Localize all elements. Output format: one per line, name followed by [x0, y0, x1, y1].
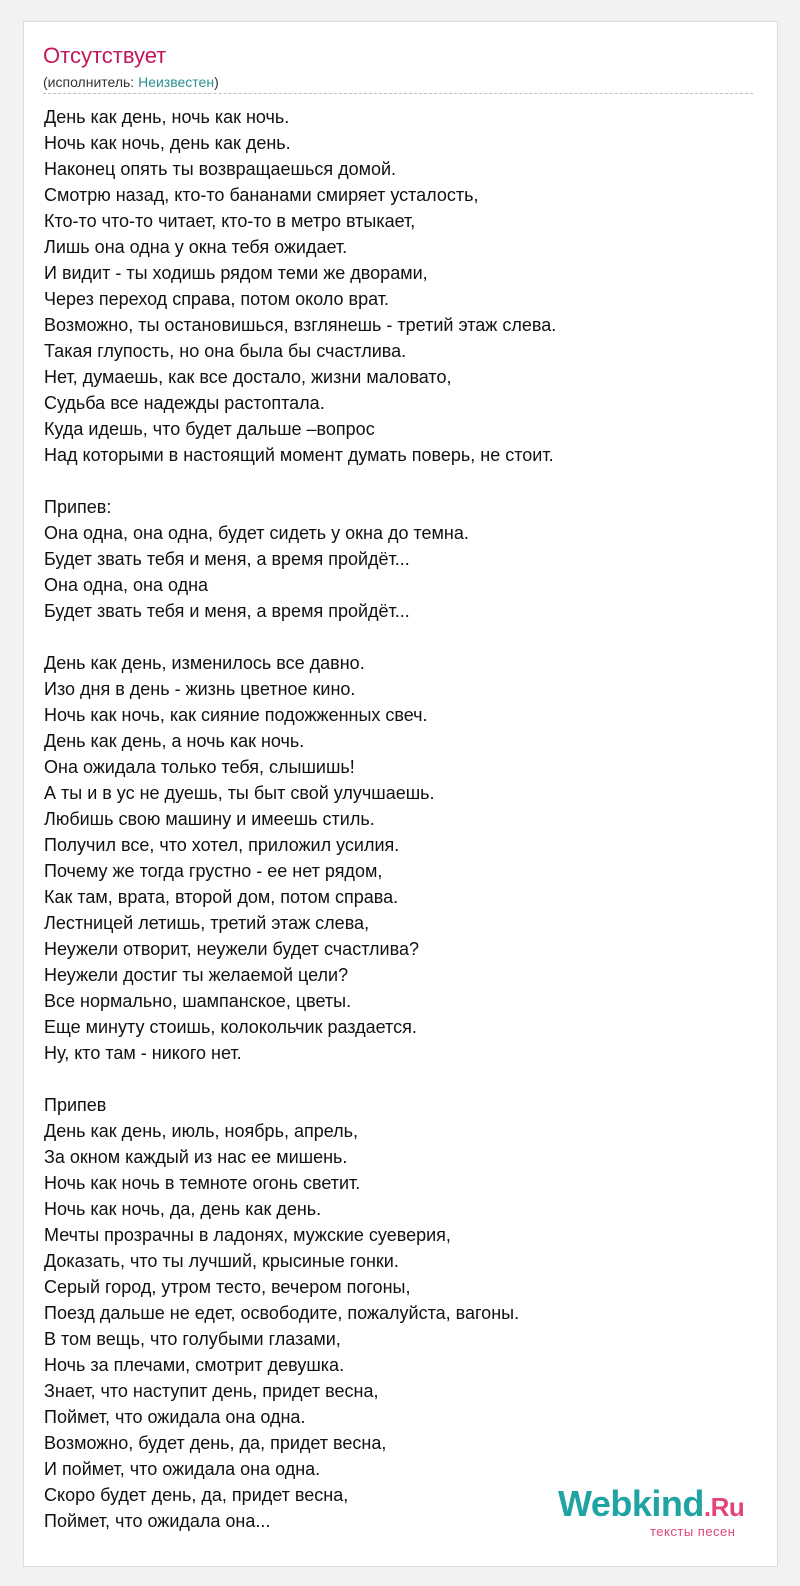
brand-tld: .Ru — [703, 1492, 745, 1522]
artist-line — [43, 72, 753, 92]
header-divider — [43, 93, 753, 94]
webkind-logo[interactable] — [558, 1482, 758, 1544]
brand-name — [558, 1482, 744, 1529]
brand-tagline: тексты песен — [650, 1524, 736, 1539]
lyrics-text: День как день, ночь как ночь. Ночь как ночь, день как день. Наконец опять ты возвращаешься домой. Смотрю назад, кто-то бананами смиряет усталость, Кто-то что-то читает, кто-то в метро втыкает, Лишь она одна у окна тебя ожидает. И видит - ты ходишь рядом теми же дворами, Через переход справа, потом около врат. Возможно, ты остановишься, взглянешь - третий этаж слева. Такая глупость, но она была бы счастлива. Нет, думаешь, как все достало, жизни маловато, Судьба все надежды растоптала. Куда идешь, что будет дальше –вопрос Над которыми в настоящий момент думать поверь, не стоит. Припев: Она одна, она одна, будет сидеть у окна до темна. Будет звать тебя и меня, а время пройдёт... Она одна, она одна Будет звать тебя и меня, а время пройдёт... День как день, изменилось все давно. Изо дня в день - жизнь цветное кино. Ночь как ночь, как сияние подожженных свеч. День как день, а ночь как ночь. Она ожидала только тебя, слышишь! А ты и в ус не дуешь, ты быт свой улучшаешь. Любишь свою машину и имеешь стиль. Получил все, что хотел, приложил усилия. Почему же тогда грустно - ее нет рядом, Как там, врата, второй дом, потом справа. Лестницей летишь, третий этаж слева, Неужели отворит, неужели будет счастлива? Неужели достиг ты желаемой цели? Все нормально, шампанское, цветы. Еще минуту стоишь, колокольчик раздается. Ну, кто там - никого нет. Припев День как день, июль, ноябрь, апрель, За окном каждый из нас ее мишень. Ночь как ночь в темноте огонь светит. Ночь как ночь, да, день как день. Мечты прозрачны в ладонях, мужские суеверия, Доказать, что ты лучший, крысиные гонки. Серый город, утром тесто, вечером погоны, Поезд дальше не едет, освободите, пожалуйста, вагоны. В том вещь, что голубыми глазами, Ночь за плечами, смотрит девушка. Знает, что наступит день, придет весна, Поймет, что ожидала она одна. Возможно, будет день, да, придет весна, И поймет, что ожидала она одна. Скоро будет день, да, придет весна, Поймет, что ожидала она... — [44, 107, 557, 1531]
song-title: Отсутствует — [43, 43, 167, 68]
artist-prefix: (исполнитель: — [43, 74, 139, 90]
artist-link[interactable]: Неизвестен — [138, 74, 215, 90]
brand-main: Webkind — [558, 1483, 704, 1524]
song-header — [43, 42, 753, 94]
artist-suffix: ) — [214, 74, 219, 90]
lyrics-card — [23, 21, 778, 1567]
